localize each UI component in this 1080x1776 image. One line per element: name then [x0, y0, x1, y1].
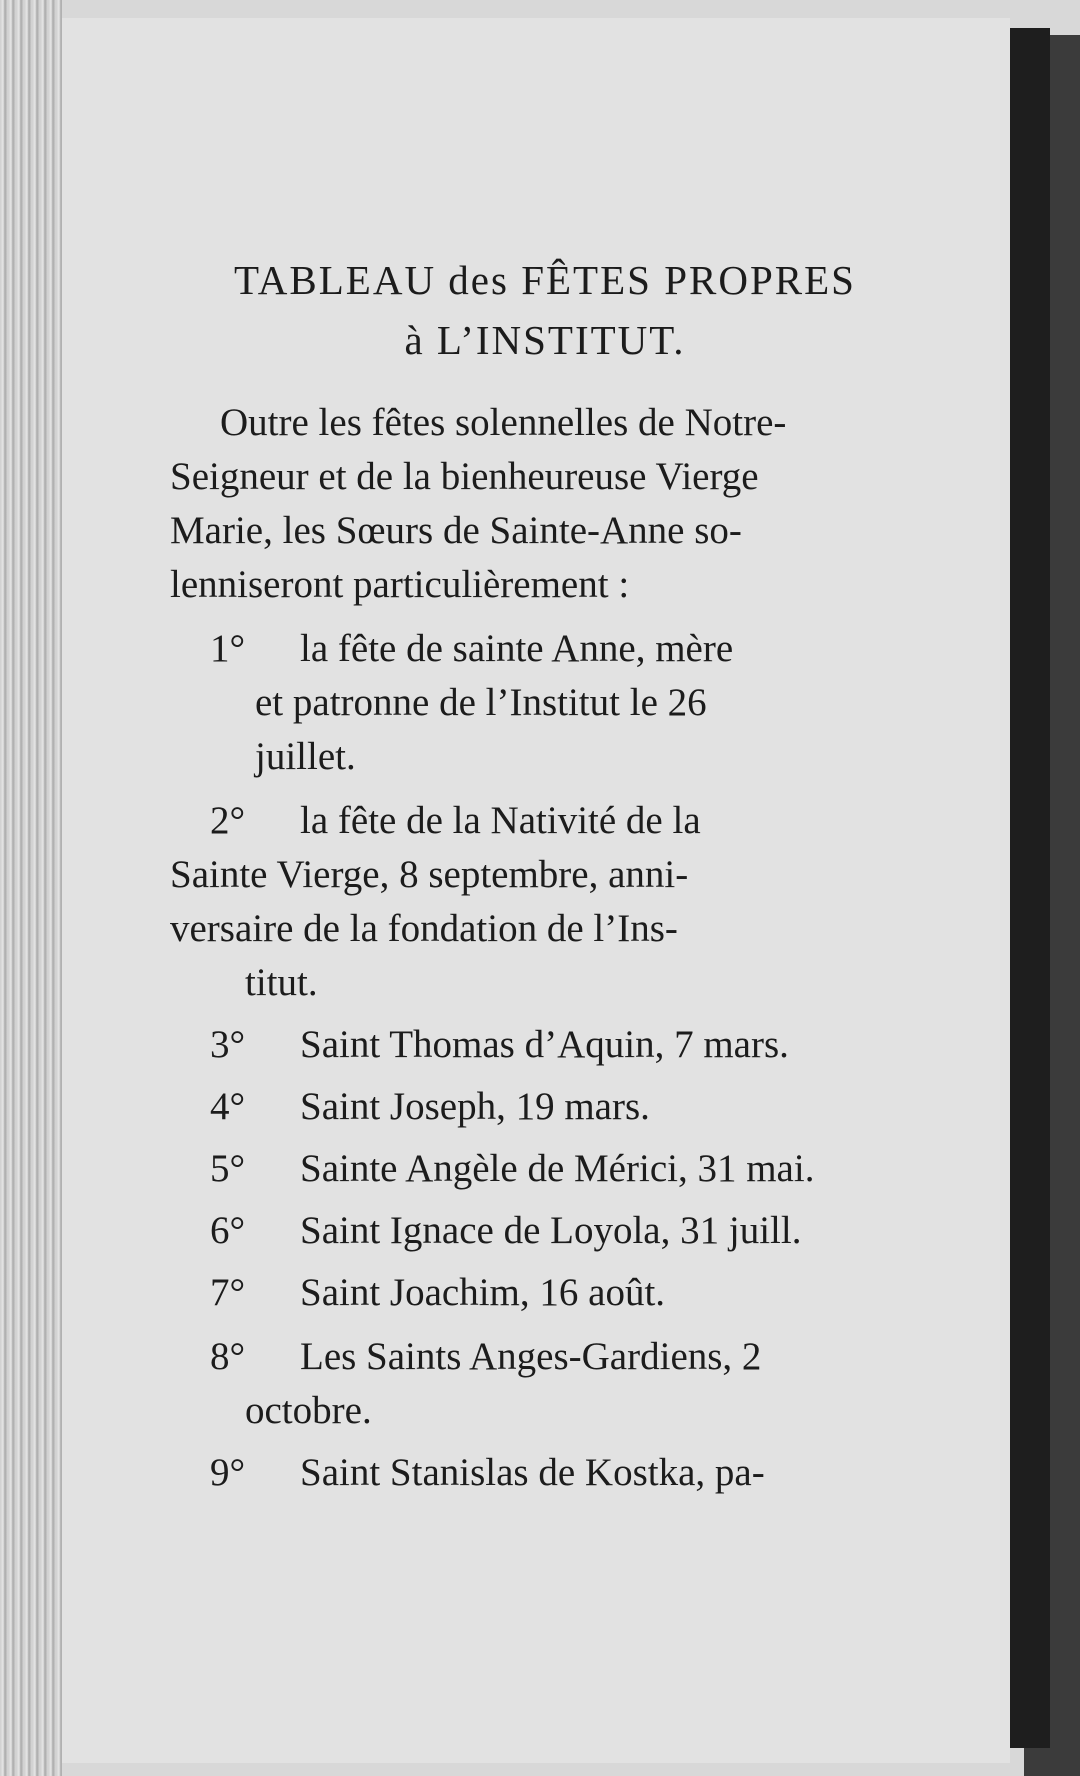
item-number: 9°	[210, 1451, 246, 1494]
item-text: la fête de la Nativité de la	[300, 799, 701, 842]
item-number: 5°	[210, 1147, 246, 1190]
item-text: Saint Joachim, 16 août.	[300, 1271, 666, 1314]
item-number: 7°	[210, 1271, 246, 1314]
item-text: Sainte Vierge, 8 septembre, anni-	[170, 853, 689, 896]
item-text: octobre.	[245, 1389, 372, 1432]
intro-line: lenniseront particulièrement :	[170, 563, 630, 606]
feast-item	[170, 1080, 920, 1134]
item-text: Les Saints Anges-Gardiens, 2	[300, 1335, 762, 1378]
item-text: la fête de sainte Anne, mère	[300, 627, 734, 670]
feast-item	[170, 1266, 920, 1320]
item-text: versaire de la fondation de l’Ins-	[170, 907, 678, 950]
feast-item	[170, 1018, 920, 1072]
item-text: titut.	[245, 961, 318, 1004]
page-content	[170, 250, 920, 1500]
item-number: 1°	[210, 627, 246, 670]
item-text: Saint Stanislas de Kostka, pa-	[300, 1451, 765, 1494]
item-number: 3°	[210, 1023, 246, 1066]
item-text: Saint Joseph, 19 mars.	[300, 1085, 650, 1128]
intro-line: Marie, les Sœurs de Sainte-Anne so-	[170, 509, 742, 552]
feast-item	[170, 1446, 920, 1500]
item-number: 2°	[210, 799, 246, 842]
feast-item	[170, 1204, 920, 1258]
intro-line: Outre les fêtes solennelles de Notre-	[220, 401, 787, 444]
feast-item	[170, 622, 920, 784]
item-text: et patronne de l’Institut le 26	[255, 681, 707, 724]
title-line-1: TABLEAU des FÊTES PROPRES	[234, 257, 856, 303]
intro-paragraph	[170, 396, 920, 612]
item-text: Saint Thomas d’Aquin, 7 mars.	[300, 1023, 789, 1066]
book-edge-left	[0, 0, 62, 1776]
item-text: juillet.	[255, 735, 356, 778]
item-text: Saint Ignace de Loyola, 31 juill.	[300, 1209, 802, 1252]
feast-item	[170, 1142, 920, 1196]
feast-item	[170, 1330, 920, 1438]
item-number: 8°	[210, 1335, 246, 1378]
intro-line: Seigneur et de la bienheureuse Vierge	[170, 455, 759, 498]
item-number: 6°	[210, 1209, 246, 1252]
item-text: Sainte Angèle de Mérici, 31 mai.	[300, 1147, 815, 1190]
book-edge-right	[1010, 28, 1050, 1748]
feast-item	[170, 794, 920, 1010]
title-line-2: à L’INSTITUT.	[404, 317, 686, 363]
item-number: 4°	[210, 1085, 246, 1128]
